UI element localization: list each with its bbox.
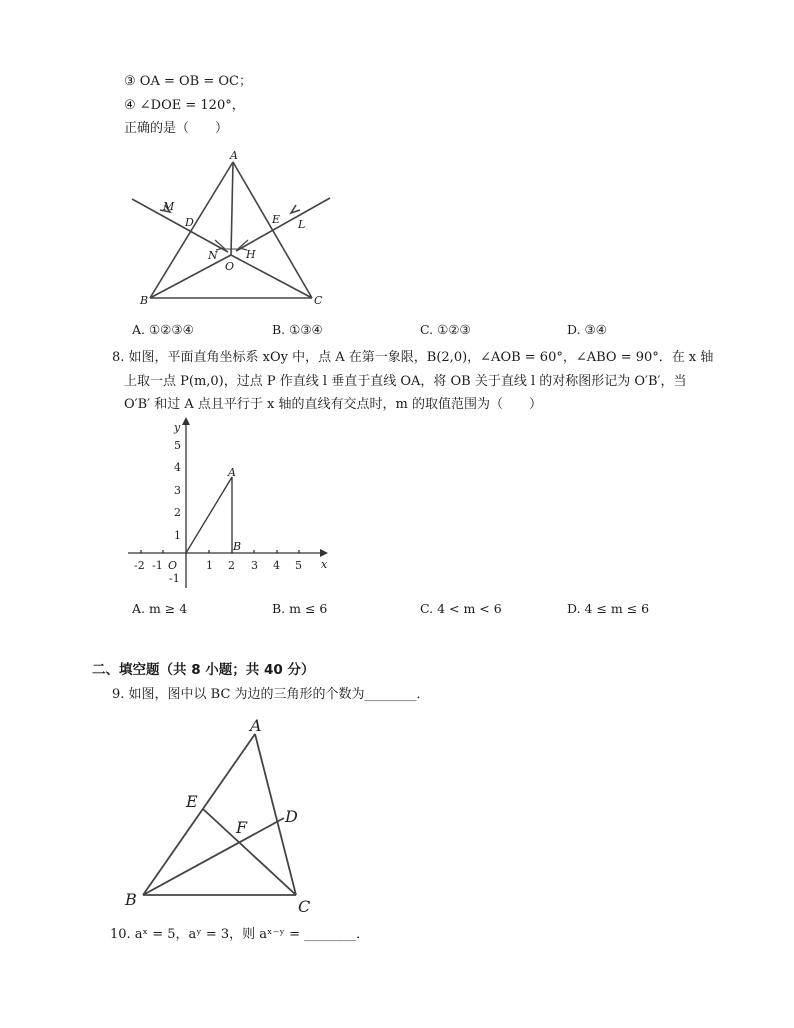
q8-x-tick-neg1: -1 xyxy=(152,559,163,572)
q8-y-tick-neg1: -1 xyxy=(169,572,180,585)
q7-choice-c: C. ①②③ xyxy=(420,322,471,337)
q8-x-tick-neg2: -2 xyxy=(134,559,145,572)
q8-choice-a: A. m ≥ 4 xyxy=(132,601,188,616)
q8-x-tick-5: 5 xyxy=(295,559,302,572)
q8-text-line-2: 上取一点 P(m,0)，过点 P 作直线 l 垂直于直线 OA，将 OB 关于直线 l 的对称图形记为 O′B′，当 xyxy=(124,374,687,389)
q7-label-H: H xyxy=(246,248,256,261)
q8-x-tick-3: 3 xyxy=(251,559,258,572)
q8-y-tick-4: 4 xyxy=(174,461,181,474)
q7-label-B: B xyxy=(140,294,149,307)
q7-label-N: N xyxy=(208,249,218,262)
q9-label-D: D xyxy=(285,807,298,826)
q9-label-C: C xyxy=(298,897,311,916)
q8-x-tick-4: 4 xyxy=(273,559,280,572)
q9-label-A: A xyxy=(250,716,262,735)
q8-choice-c: C. 4 < m < 6 xyxy=(420,601,502,616)
q7-label-M: M xyxy=(163,200,175,213)
q7-prompt: 正确的是（ ） xyxy=(124,121,229,136)
q8-text-line-3: O′B′ 和过 A 点且平行于 x 轴的直线有交点时，m 的取值范围为（ ） xyxy=(124,397,542,412)
q7-choice-b: B. ①③④ xyxy=(272,322,323,337)
q7-label-C: C xyxy=(314,294,323,307)
q8-choice-b: B. m ≤ 6 xyxy=(272,601,328,616)
q9-label-F: F xyxy=(236,818,248,837)
q7-label-O: O xyxy=(225,260,235,273)
q7-choice-a: A. ①②③④ xyxy=(132,322,194,337)
q8-y-tick-3: 3 xyxy=(174,484,181,497)
q8-x-axis-label: x xyxy=(321,558,328,571)
q8-point-A-label: A xyxy=(228,466,236,479)
q8-y-tick-5: 5 xyxy=(174,439,181,452)
q7-statement-3: ③ OA = OB = OC； xyxy=(124,74,252,89)
q10-text: 10. aˣ = 5，aʸ = 3，则 aˣ⁻ʸ = ________． xyxy=(110,927,370,942)
q8-origin-label: O xyxy=(168,559,178,572)
q8-x-tick-2: 2 xyxy=(228,559,235,572)
q8-choice-d: D. 4 ≤ m ≤ 6 xyxy=(567,601,650,616)
q7-label-D: D xyxy=(185,216,194,229)
q7-label-A: A xyxy=(230,149,238,162)
q8-y-tick-2: 2 xyxy=(174,506,181,519)
q8-text-line-1: 8. 如图，平面直角坐标系 xOy 中，点 A 在第一象限，B(2,0)，∠AOB = 60°，∠ABO = 90°．在 x 轴 xyxy=(112,350,714,365)
q8-y-axis-label: y xyxy=(174,421,181,434)
q8-x-tick-1: 1 xyxy=(206,559,213,572)
q7-statement-4: ④ ∠DOE = 120°， xyxy=(124,98,245,113)
q7-choice-d: D. ③④ xyxy=(567,322,607,337)
section-title-fill-in: 二、填空题（共 8 小题；共 40 分） xyxy=(92,662,315,678)
q9-text: 9. 如图，图中以 BC 为边的三角形的个数为________． xyxy=(112,687,430,702)
q8-y-tick-1: 1 xyxy=(174,529,181,542)
q7-label-L: L xyxy=(298,218,306,231)
q9-label-E: E xyxy=(186,792,198,811)
q8-point-B-label: B xyxy=(233,540,242,553)
q9-label-B: B xyxy=(125,890,137,909)
q7-label-E: E xyxy=(272,213,281,226)
